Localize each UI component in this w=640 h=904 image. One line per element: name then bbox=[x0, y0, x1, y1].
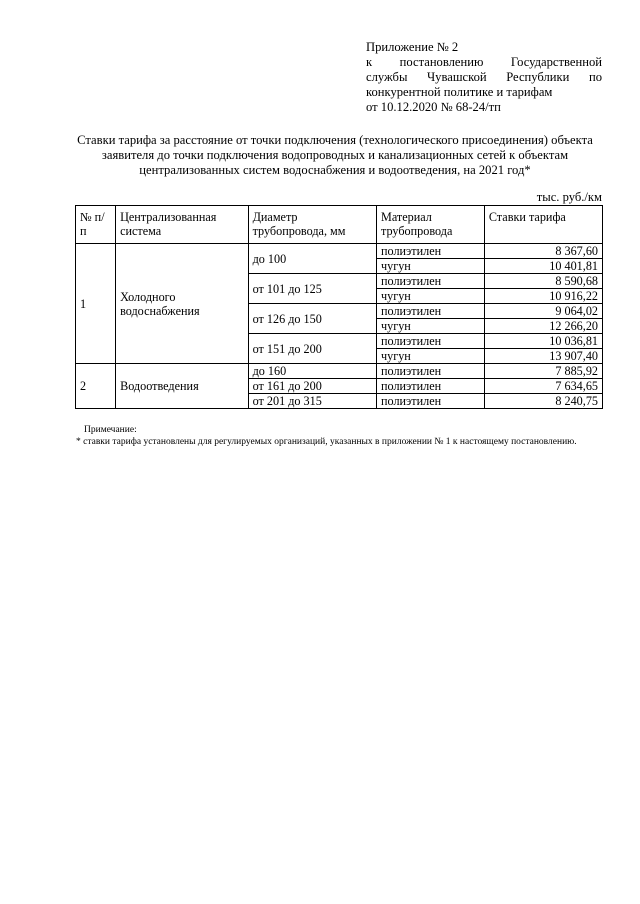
header-system: Централизованная система bbox=[116, 206, 249, 244]
header-diameter: Диаметр трубопровода, мм bbox=[248, 206, 376, 244]
row-diameter: от 101 до 125 bbox=[248, 274, 376, 304]
row-system: Водоотведения bbox=[116, 364, 249, 409]
appendix-line: конкурентной политике и тарифам bbox=[366, 85, 553, 99]
row-diameter: до 160 bbox=[248, 364, 376, 379]
row-diameter: от 126 до 150 bbox=[248, 304, 376, 334]
row-material: полиэтилен bbox=[376, 244, 484, 259]
row-material: полиэтилен bbox=[376, 379, 484, 394]
row-num: 2 bbox=[76, 364, 116, 409]
footnote-text: * ставки тарифа установлены для регулируемых организаций, указанных в приложении № 1 к настоящему постановлению. bbox=[76, 437, 577, 447]
table-header-row bbox=[76, 206, 603, 244]
appendix-header bbox=[366, 40, 602, 115]
row-rate: 8 590,68 bbox=[484, 274, 602, 289]
row-diameter: от 201 до 315 bbox=[248, 394, 376, 409]
row-num: 1 bbox=[76, 244, 116, 364]
row-rate: 8 240,75 bbox=[484, 394, 602, 409]
row-rate: 8 367,60 bbox=[484, 244, 602, 259]
row-material: чугун bbox=[376, 289, 484, 304]
row-rate: 12 266,20 bbox=[484, 319, 602, 334]
row-system: Холодного водоснабжения bbox=[116, 244, 249, 364]
row-material: полиэтилен bbox=[376, 364, 484, 379]
row-rate: 7 885,92 bbox=[484, 364, 602, 379]
row-rate: 7 634,65 bbox=[484, 379, 602, 394]
tariff-table bbox=[75, 205, 603, 409]
appendix-line: службы Чувашской Республики по bbox=[366, 70, 602, 84]
row-diameter: до 100 bbox=[248, 244, 376, 274]
row-rate: 10 916,22 bbox=[484, 289, 602, 304]
unit-label: тыс. руб./км bbox=[536, 190, 602, 204]
row-rate: 10 401,81 bbox=[484, 259, 602, 274]
table-row bbox=[76, 364, 603, 379]
row-material: полиэтилен bbox=[376, 334, 484, 349]
appendix-number: Приложение № 2 bbox=[366, 40, 459, 54]
row-diameter: от 151 до 200 bbox=[248, 334, 376, 364]
table-row bbox=[76, 244, 603, 259]
header-num: № п/п bbox=[76, 206, 116, 244]
row-rate: 9 064,02 bbox=[484, 304, 602, 319]
footnote bbox=[76, 424, 616, 448]
row-material: чугун bbox=[376, 349, 484, 364]
row-material: полиэтилен bbox=[376, 394, 484, 409]
appendix-date: от 10.12.2020 № 68-24/тп bbox=[366, 100, 501, 114]
row-material: полиэтилен bbox=[376, 274, 484, 289]
row-material: чугун bbox=[376, 259, 484, 274]
appendix-line: к постановлению Государственной bbox=[366, 55, 602, 69]
header-rate: Ставки тарифа bbox=[484, 206, 602, 244]
document-title: Ставки тарифа за расстояние от точки подключения (технологического присоединения) объекта заявителя до точки подключения водопроводных и канализационных сетей к объектам централизованных систем водоснабжения и водоотведения, на 2021 год* bbox=[77, 133, 593, 177]
row-diameter: от 161 до 200 bbox=[248, 379, 376, 394]
row-rate: 13 907,40 bbox=[484, 349, 602, 364]
header-material: Материал трубопровода bbox=[376, 206, 484, 244]
row-material: полиэтилен bbox=[376, 304, 484, 319]
footnote-heading: Примечание: bbox=[84, 425, 137, 435]
row-rate: 10 036,81 bbox=[484, 334, 602, 349]
row-material: чугун bbox=[376, 319, 484, 334]
